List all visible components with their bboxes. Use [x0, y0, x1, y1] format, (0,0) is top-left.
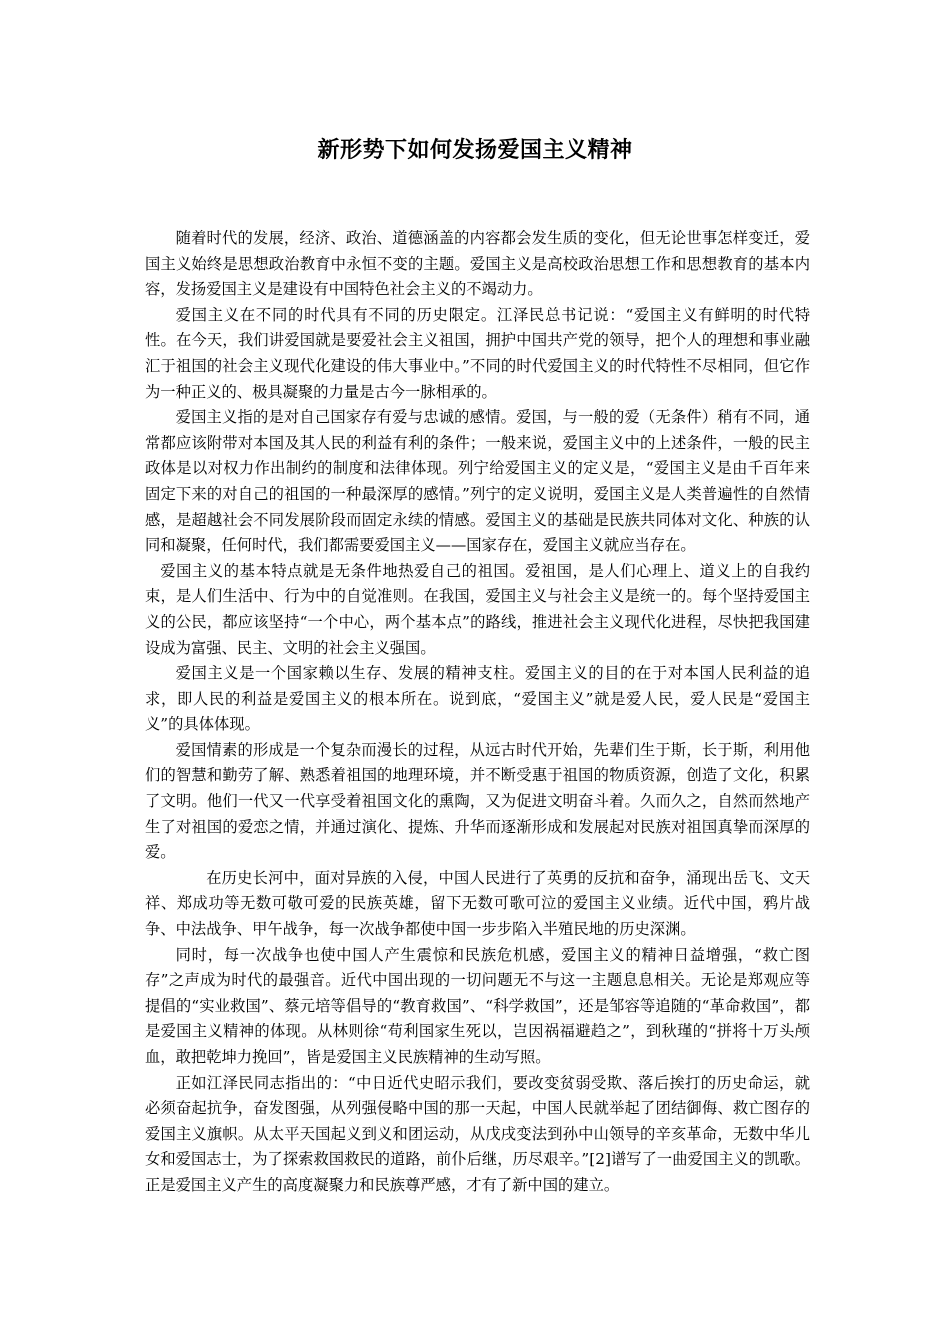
document-title: 新形势下如何发扬爱国主义精神	[317, 138, 633, 163]
paragraph-9: 正如江泽民同志指出的：“中日近代史昭示我们，要改变贫弱受欺、落后挨打的历史命运，就必须奋起抗争，奋发图强，从列强侵略中国的那一天起，中国人民就举起了团结御侮、救亡图存的爱国主义旗帜。从太平天国起义到义和团运动，从戊戌变法到孙中山领导的辛亥革命，无数中华儿女和爱国志士，为了探索救国救民的道路，前仆后继，历尽艰辛。”[2]谱写了一曲爱国主义的凯歌。正是爱国主义产生的高度凝聚力和民族尊严感，才有了新中国的建立。	[145, 1073, 810, 1194]
paragraph-3: 爱国主义指的是对自己国家存有爱与忠诚的感情。爱国，与一般的爱（无条件）稍有不同，通常都应该附带对本国及其人民的利益有利的条件；一般来说，爱国主义中的上述条件，一般的民主政体是以对权力作出制约的制度和法律体现。列宁给爱国主义的定义是，“爱国主义是由千百年来固定下来的对自己的祖国的一种最深厚的感情。”列宁的定义说明，爱国主义是人类普遍性的自然情感，是超越社会不同发展阶段而固定永续的情感。爱国主义的基础是民族共同体对文化、种族的认同和凝聚，任何时代，我们都需要爱国主义——国家存在，爱国主义就应当存在。	[145, 408, 810, 555]
paragraph-7: 在历史长河中，面对异族的入侵，中国人民进行了英勇的反抗和奋争，涌现出岳飞、文天祥、郑成功等无数可敬可爱的民族英雄，留下无数可歌可泣的爱国主义业绩。近代中国，鸦片战争、中法战争、甲午战争，每一次战争都使中国一步步陷入半殖民地的历史深渊。	[145, 868, 810, 939]
paragraph-6: 爱国情素的形成是一个复杂而漫长的过程，从远古时代开始，先辈们生于斯，长于斯，利用他们的智慧和勤劳了解、熟悉着祖国的地理环境，并不断受惠于祖国的物质资源，创造了文化，积累了文明。他们一代又一代享受着祖国文化的熏陶，又为促进文明奋斗着。久而久之，自然而然地产生了对祖国的爱恋之情，并通过演化、提炼、升华而逐渐形成和发展起对民族对祖国真挚而深厚的爱。	[145, 740, 810, 862]
paragraph-2: 爱国主义在不同的时代具有不同的历史限定。江泽民总书记说：“爱国主义有鲜明的时代特性。在今天，我们讲爱国就是要爱社会主义祖国，拥护中国共产党的领导，把个人的理想和事业融汇于祖国的社会主义现代化建设的伟大事业中。”不同的时代爱国主义的时代特性不尽相同，但它作为一种正义的、极具凝聚的力量是古今一脉相承的。	[145, 305, 810, 401]
document-body	[145, 226, 810, 1199]
paragraph-1: 随着时代的发展，经济、政治、道德涵盖的内容都会发生质的变化，但无论世事怎样变迁，爱国主义始终是思想政治教育中永恒不变的主题。爱国主义是高校政治思想工作和思想教育的基本内容，发扬爱国主义是建设有中国特色社会主义的不竭动力。	[145, 229, 810, 299]
paragraph-5: 爱国主义是一个国家赖以生存、发展的精神支柱。爱国主义的目的在于对本国人民利益的追求，即人民的利益是爱国主义的根本所在。说到底，“爱国主义”就是爱人民，爱人民是“爱国主义”的具体体现。	[145, 664, 810, 734]
paragraph-4: 爱国主义的基本特点就是无条件地热爱自己的祖国。爱祖国，是人们心理上、道义上的自我约束，是人们生活中、行为中的自觉准则。在我国，爱国主义与社会主义是统一的。每个坚持爱国主义的公民，都应该坚持“一个中心，两个基本点”的路线，推进社会主义现代化进程，尽快把我国建设成为富强、民主、文明的社会主义强国。	[145, 561, 810, 657]
paragraph-8: 同时，每一次战争也使中国人产生震惊和民族危机感，爱国主义的精神日益增强，“救亡图存”之声成为时代的最强音。近代中国出现的一切问题无不与这一主题息息相关。无论是郑观应等提倡的“实业救国”、蔡元培等倡导的“教育救国”、“科学救国”，还是邹容等追随的“革命救国”，都是爱国主义精神的体现。从林则徐“苟利国家生死以，岂因祸福避趋之”，到秋瑾的“拼将十万头颅血，敢把乾坤力挽回”，皆是爱国主义民族精神的生动写照。	[145, 945, 810, 1066]
